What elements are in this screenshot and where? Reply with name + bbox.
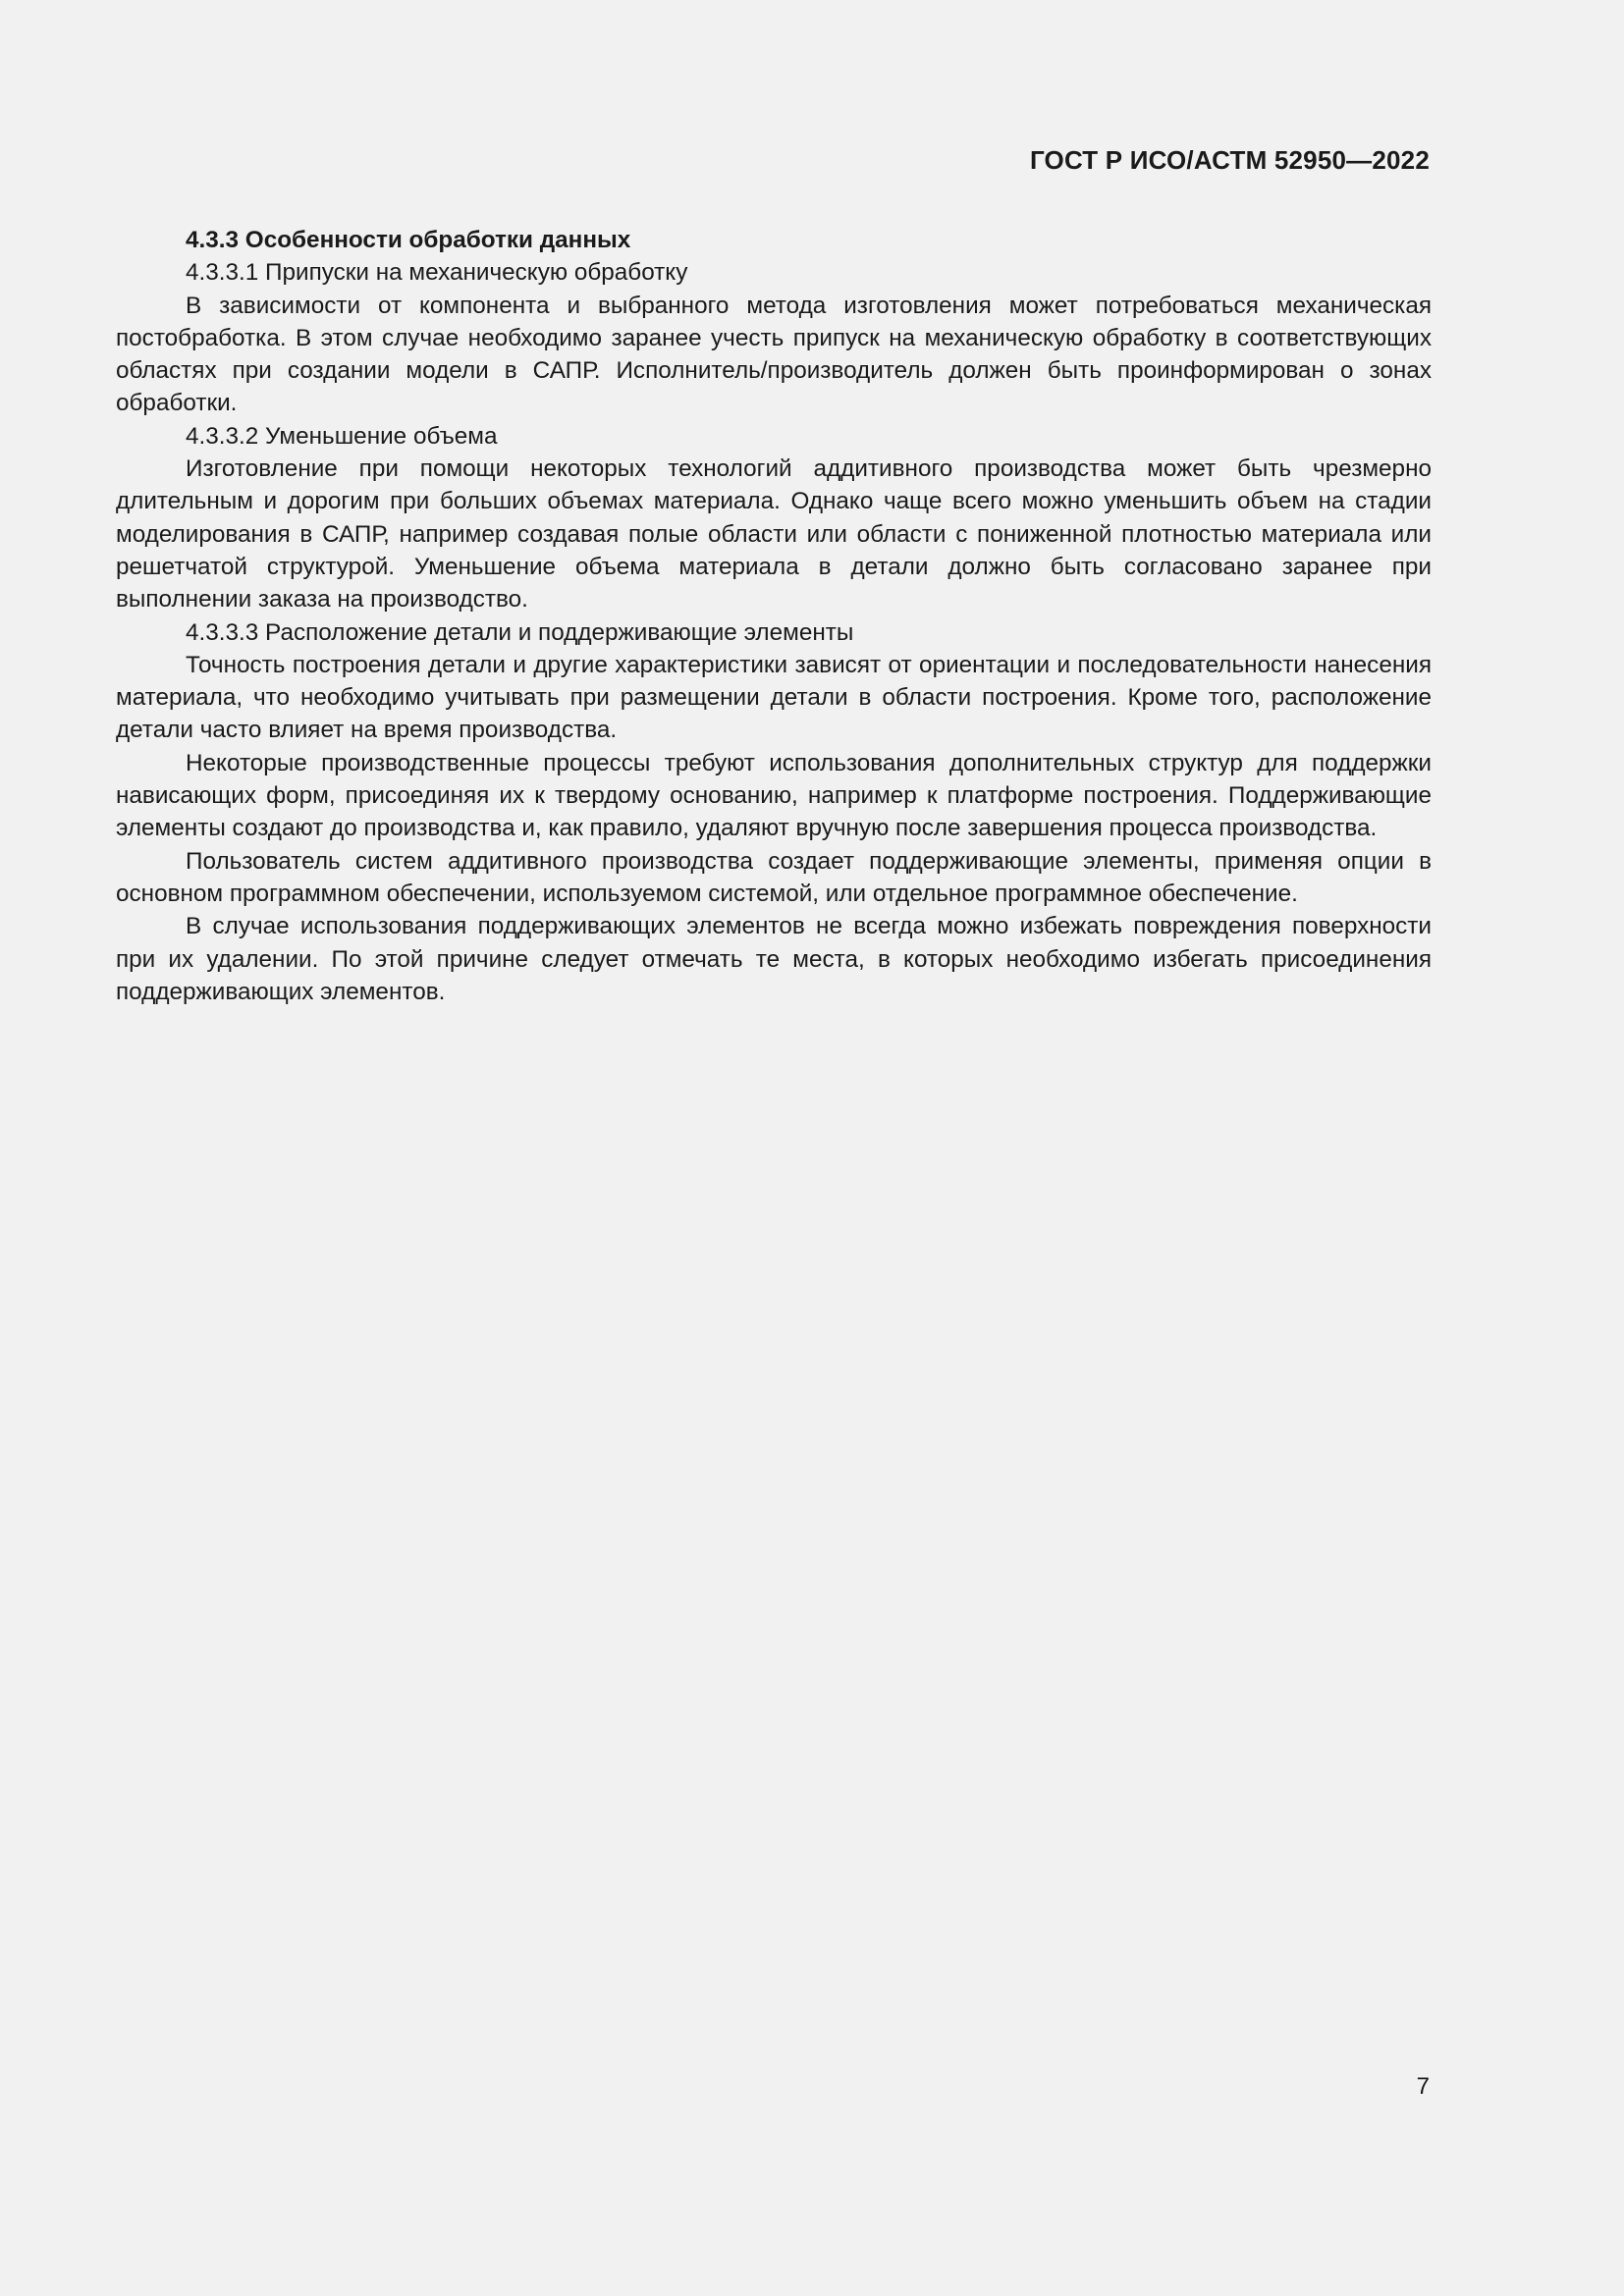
section-heading-4-3-3: 4.3.3 Особенности обработки данных: [186, 227, 631, 253]
paragraph-support-removal: В случае использования поддерживающих элементов не всегда можно избежать повреждения поверхности при их удалении. По этой причине следует отмечать те места, в которых необходимо избегать присоединения поддерживающих элементов.: [116, 913, 1432, 1005]
paragraph-support-software: Пользователь систем аддитивного производства создает поддерживающие элементы, применяя опции в основном программном обеспечении, используемом системой, или отдельное программное обеспечение.: [116, 847, 1432, 907]
subsection-heading-4-3-3-1: 4.3.3.1 Припуски на механическую обработку: [186, 259, 688, 287]
document-body: [116, 224, 1432, 1008]
page-number: 7: [1416, 2073, 1430, 2100]
paragraph-support-structures: Некоторые производственные процессы требуют использования дополнительных структур для поддержки нависающих форм, присоединяя их к твердому основанию, например к платформе построения. Поддерживающие элементы создают до производства и, как правило, удаляют вручную после завершения процесса производства.: [116, 749, 1432, 842]
paragraph-machining-allowance: В зависимости от компонента и выбранного метода изготовления может потребоваться механическая постобработка. В этом случае необходимо заранее учесть припуск на механическую обработку в соответствующих областях при создании модели в САПР. Исполнитель/производитель должен быть проинформирован о зонах обработки.: [116, 292, 1432, 417]
paragraph-build-accuracy: Точность построения детали и другие характеристики зависят от ориентации и последовательности нанесения материала, что необходимо учитывать при размещении детали в области построения. Кроме того, расположение детали часто влияет на время производства.: [116, 651, 1432, 744]
document-standard-header: ГОСТ Р ИСО/АСТМ 52950—2022: [1029, 145, 1430, 175]
paragraph-volume-reduction: Изготовление при помощи некоторых технологий аддитивного производства может быть чрезмерно длительным и дорогим при больших объемах материала. Однако чаще всего можно уменьшить объем на стадии моделирования в САПР, например создавая полые области или области с пониженной плотностью материала или решетчатой структурой. Уменьшение объема материала в детали должно быть согласовано заранее при выполнении заказа на производство.: [116, 455, 1432, 614]
subsection-heading-4-3-3-3: 4.3.3.3 Расположение детали и поддерживающие элементы: [186, 618, 854, 646]
subsection-heading-4-3-3-2: 4.3.3.2 Уменьшение объема: [186, 422, 498, 450]
